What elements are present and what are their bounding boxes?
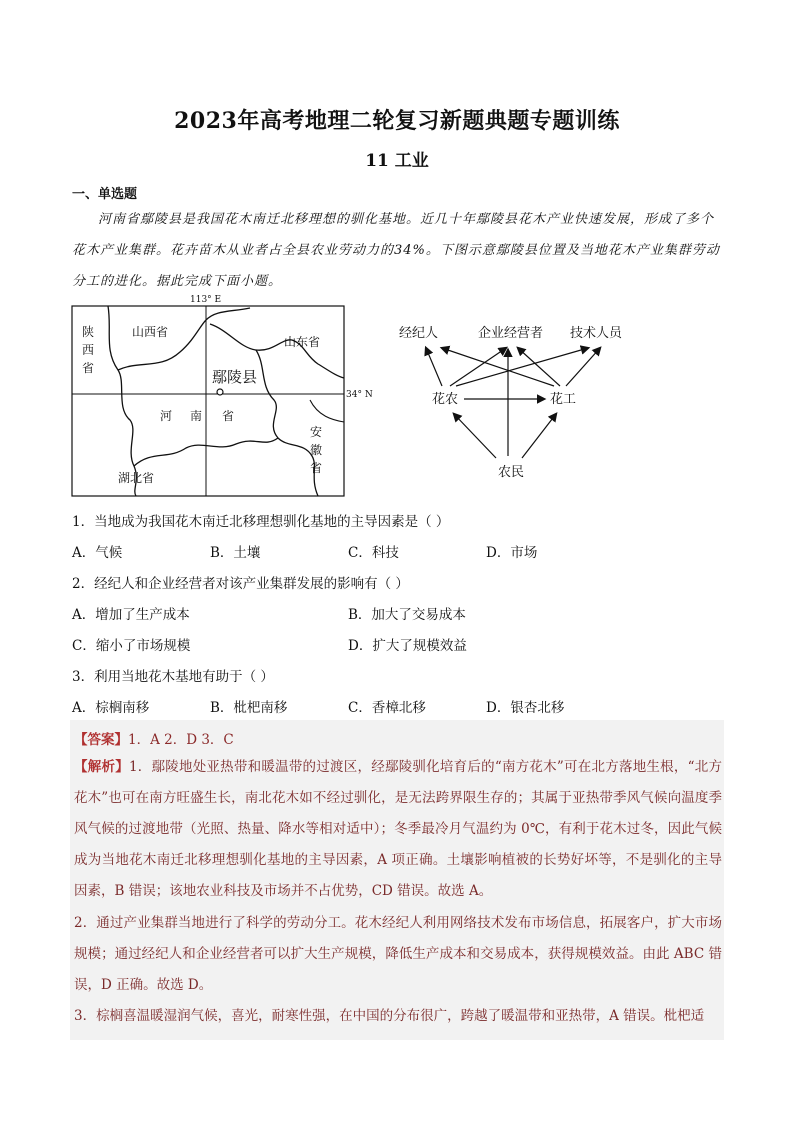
labor-flow-diagram [399, 325, 623, 480]
q2-option-a[interactable]: A．增加了生产成本 [72, 607, 190, 623]
figure [60, 290, 740, 500]
analysis-text-1: 1．鄢陵地处亚热带和暖温带的过渡区，经鄢陵驯化培育后的“南方花木”可在北方落地生根，“北方花木”也可在南方旺盛生长，南北花木如不经过驯化，是无法跨界限生存的；其属于亚热带季风气候向温度季风气候的过渡地带（光照、热量、降水等相对适中）；冬季最冷月气温约为 0℃，有利于花木过冬，因此气候成为当地花木南迁北移理想驯化基地的主导因素，A 项正确。土壤影响植被的长势好坏等，不是驯化的主导因素，B 错误；该地农业科技及市场并不占优势，CD 错误。故选 A。 [74, 759, 722, 899]
label-shandong: 山东省 [284, 335, 321, 349]
label-shanxi: 山西省 [132, 325, 169, 339]
q1-option-a[interactable]: A．气候 [72, 545, 123, 561]
longitude-label: 113° E [190, 295, 222, 305]
q3-option-b[interactable]: B．枇杷南移 [210, 700, 288, 716]
label-anhui-1: 安 [310, 425, 323, 439]
label-anhui-2: 徽 [310, 443, 323, 457]
node-flower-worker: 花工 [550, 392, 577, 407]
answer-text: 1．A 2．D 3．C [128, 732, 234, 748]
node-entrepreneur: 企业经营者 [478, 326, 544, 341]
label-henan-3: 省 [222, 409, 235, 423]
q3-option-c[interactable]: C．香樟北移 [348, 700, 426, 716]
label-anhui-3: 省 [310, 461, 323, 475]
answer-label: 【答案】 [74, 732, 128, 748]
arrow-farmer-broker [426, 348, 442, 386]
analysis-paragraph-3: 3．棕榈喜温暖湿润气候，喜光，耐寒性强，在中国的分布很广，跨越了暖温带和亚热带，A 错误。枇杷适 [74, 1008, 705, 1024]
analysis-paragraph-1 [74, 752, 722, 907]
q1-option-c[interactable]: C．科技 [348, 545, 399, 561]
q3-option-d[interactable]: D．银杏北移 [486, 700, 565, 716]
label-county: 鄢陵县 [212, 368, 258, 386]
label-shaanxi-2: 西 [82, 343, 95, 357]
intro-paragraph: 河南省鄢陵县是我国花木南迁北移理想的驯化基地。近几十年鄢陵县花木产业快速发展，形成了多个花木产业集群。花卉苗木从业者占全县农业劳动力的34%。下图示意鄢陵县位置及当地花木产业集群劳动分工的进化。据此完成下面小题。 [72, 212, 720, 289]
page-title: 2023年高考地理二轮复习新题典题专题训练 [174, 108, 620, 134]
arrow-peasant-farmer [454, 414, 496, 458]
q1-option-d[interactable]: D．市场 [486, 545, 538, 561]
arrow-farmer-technician [456, 348, 588, 386]
latitude-label: 34° N [346, 390, 373, 400]
node-farmer: 农民 [498, 465, 525, 480]
node-technician: 技术人员 [570, 326, 623, 341]
label-shaanxi-3: 省 [82, 361, 95, 375]
label-hubei: 湖北省 [118, 471, 155, 485]
question-1-stem: 1．当地成为我国花木南迁北移理想驯化基地的主导因素是（ ） [72, 514, 450, 530]
label-henan-2: 南 [190, 409, 203, 423]
q2-option-b[interactable]: B．加大了交易成本 [348, 607, 466, 623]
location-map [72, 295, 373, 496]
label-henan-1: 河 [160, 409, 173, 423]
node-broker: 经纪人 [399, 326, 439, 341]
section-heading: 一、单选题 [72, 187, 138, 202]
page-subtitle: 11 工业 [365, 151, 429, 171]
q2-option-d[interactable]: D．扩大了规模效益 [348, 638, 467, 654]
node-flower-farmer: 花农 [432, 392, 459, 407]
q3-option-a[interactable]: A．棕榈南移 [72, 700, 150, 716]
analysis-paragraph-2: 2．通过产业集群当地进行了科学的劳动分工。花木经纪人利用网络技术发布市场信息，拓展客户，扩大市场规模；通过经纪人和企业经营者可以扩大生产规模，降低生产成本和交易成本，获得规模效益。由此 ABC 错误，D 正确。故选 D。 [74, 915, 722, 993]
county-marker [217, 389, 223, 395]
question-2-stem: 2．经纪人和企业经营者对该产业集群发展的影响有（ ） [72, 576, 409, 592]
answer-line [74, 728, 234, 748]
analysis-label: 【解析】 [74, 759, 129, 775]
q2-option-c[interactable]: C．缩小了市场规模 [72, 638, 191, 654]
label-shaanxi-1: 陕 [82, 325, 95, 339]
question-3-stem: 3．利用当地花木基地有助于（ ） [72, 669, 274, 685]
arrow-peasant-worker [522, 414, 556, 458]
arrow-worker-technician [566, 348, 600, 386]
q1-option-b[interactable]: B．土壤 [210, 545, 261, 561]
